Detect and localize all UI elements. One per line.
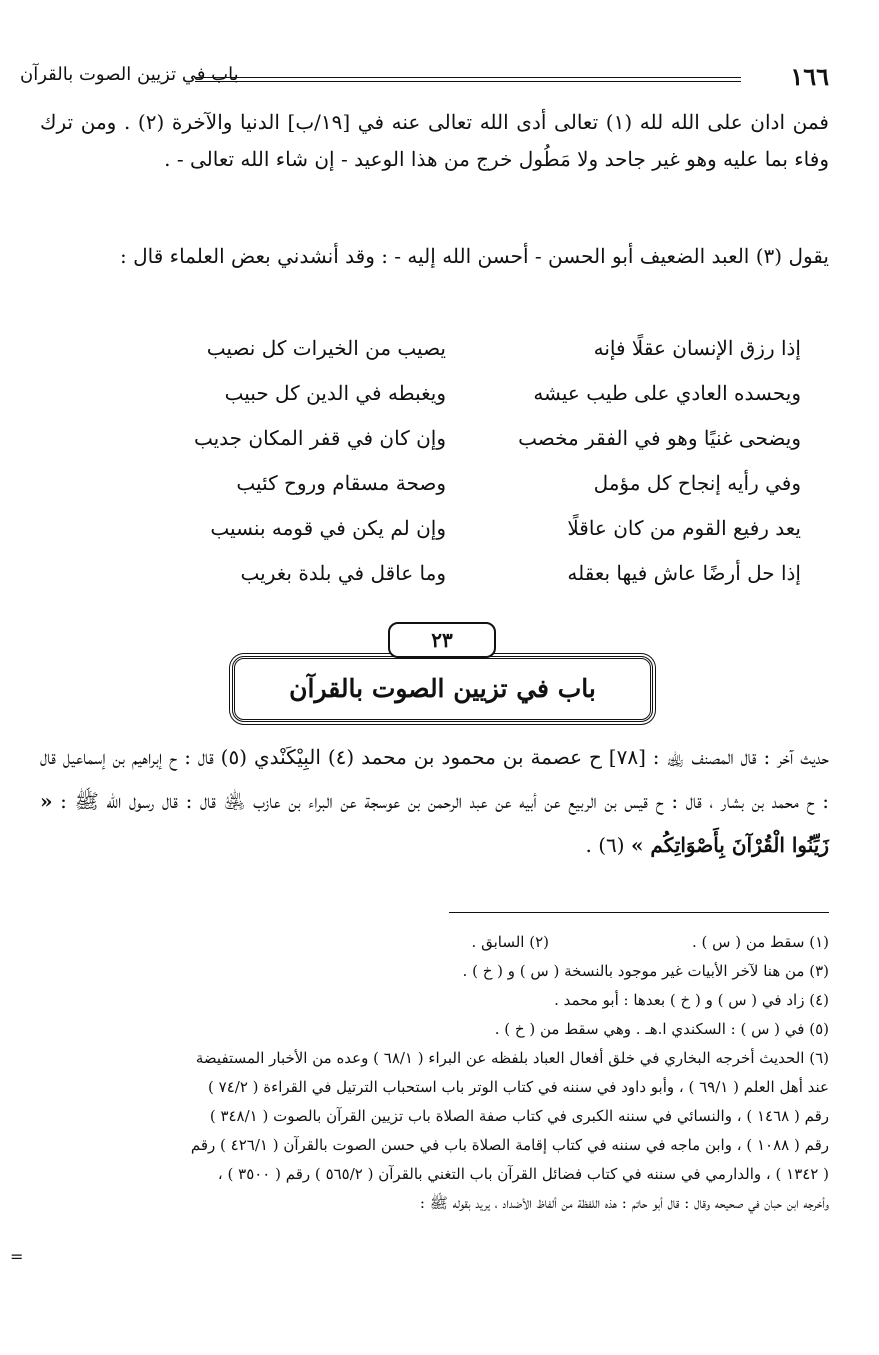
verse-second-hemistich: يصيب من الخيرات كل نصيب [206, 336, 446, 360]
hadith-quote: « زَيِّنُوا الْقُرْآنَ بِأَصْوَاتِكُم » [40, 789, 829, 857]
footnote-6-line: رقم ( ١٤٦٨ ) ، والنسائي في سننه الكبرى في كتاب صفة الصلاة باب تزيين القرآن بالصوت ( ٣٤٨/١ ) [209, 1107, 829, 1125]
verse-first-hemistich: إذا حل أرضًا عاش فيها بعقله [567, 561, 801, 585]
footnote-row [40, 928, 829, 957]
footnote-4: (٤) زاد في ( س ) و ( خ ) بعدها : أبو محمد . [554, 991, 829, 1009]
footnote-6-line: رقم ( ١٠٨٨ ) ، وابن ماجه في سننه في كتاب إقامة الصلاة باب في حسن الصوت بالقرآن ( ٤٢٦/١ ) رقم [190, 1136, 829, 1154]
header-rule [195, 77, 741, 82]
poem-verse [121, 381, 801, 426]
poem-verse [121, 336, 801, 381]
chapter-heading-frame [232, 656, 653, 722]
footnote-6-line: (٦) الحديث أخرجه البخاري في خلق أفعال العباد بلفظه عن البراء ( ٦٨/١ ) وعده من الأخبار المستفيضة [195, 1049, 829, 1067]
poem-verse [121, 426, 801, 471]
continuation-mark: = [10, 1247, 24, 1266]
footnote-separator [449, 912, 829, 913]
footnotes [40, 928, 829, 1218]
hadith-paragraph [40, 735, 829, 867]
verse-first-hemistich: ويحسده العادي على طيب عيشه [533, 381, 801, 405]
verse-second-hemistich: وما عاقل في بلدة بغريب [240, 561, 446, 585]
footnote-6-line: وأخرجه ابن حبان في صحيحه وقال : قال أبو حاتم : هذه اللفظة من ألفاظ الأضداد ، يريد بقوله ﷺ : [419, 1194, 829, 1212]
hadith-footnote-ref: (٦) . [585, 833, 625, 857]
hadith-chain: حديث آخر : قال المصنف ﵀ : [٧٨] ح عصمة بن محمود بن محمد (٤) البِيْكَنْدي (٥) قال : ح إبراهيم بن إسماعيل قال : ح محمد بن بشار ، قال : ح قيس بن الربيع عن أبيه عن عبد الرحمن بن عوسجة عن البراء بن عازب ﵁ قال : قال رسول الله ﷺ : [40, 745, 829, 813]
chapter-title: باب في تزيين الصوت بالقرآن [289, 674, 596, 703]
verse-first-hemistich: إذا رزق الإنسان عقلًا فإنه [593, 336, 801, 360]
verse-first-hemistich: وفي رأيه إنجاح كل مؤمل [593, 471, 801, 495]
running-title: باب في تزيين الصوت بالقرآن [20, 64, 239, 85]
paragraph-narrator: يقول (٣) العبد الضعيف أبو الحسن - أحسن الله إليه - : وقد أنشدني بعض العلماء قال : [120, 244, 829, 268]
footnote-6-line: عند أهل العلم ( ٦٩/١ ) ، وأبو داود في سننه في كتاب الوتر باب استحباب الترتيل في القراءة ( ٧٤/٢ ) [208, 1078, 829, 1096]
footnote-1: (١) سقط من ( س ) . [691, 933, 829, 951]
poem-verse [121, 516, 801, 561]
footnote-3: (٣) من هنا لآخر الأبيات غير موجود بالنسخة ( س ) و ( خ ) . [462, 962, 829, 980]
page-number: ١٦٦ [790, 62, 829, 91]
footnote-5: (٥) في ( س ) : السكندي ا.هـ . وهي سقط من ( خ ) . [494, 1020, 829, 1038]
verse-first-hemistich: يعد رفيع القوم من كان عاقلًا [567, 516, 801, 540]
footnote-2: (٢) السابق . [471, 933, 549, 951]
footnote-6-line: ( ١٣٤٢ ) ، والدارمي في سننه في كتاب فضائل القرآن باب التغني بالقرآن ( ٥٦٥/٢ ) رقم ( ٣٥٠٠ ) ، [217, 1165, 829, 1183]
chapter-number-badge: ٢٣ [388, 622, 496, 658]
poem [121, 336, 801, 606]
verse-second-hemistich: ويغبطه في الدين كل حبيب [224, 381, 446, 405]
verse-second-hemistich: وصحة مسقام وروح كئيب [236, 471, 446, 495]
page-header [20, 62, 829, 92]
poem-verse [121, 471, 801, 516]
verse-second-hemistich: وإن كان في قفر المكان جديب [193, 426, 446, 450]
paragraph-debt: فمن ادان على الله لله (١) تعالى أدى الله تعالى عنه في [١٩/ب] الدنيا والآخرة (٢) . ومن ترك وفاء بما عليه وهو غير جاحد ولا مَطُول خرج من هذا الوعيد - إن شاء الله تعالى - . [40, 110, 829, 171]
verse-second-hemistich: وإن لم يكن في قومه بنسيب [210, 516, 446, 540]
poem-verse [121, 561, 801, 606]
verse-first-hemistich: ويضحى غنيًا وهو في الفقر مخصب [518, 426, 801, 450]
